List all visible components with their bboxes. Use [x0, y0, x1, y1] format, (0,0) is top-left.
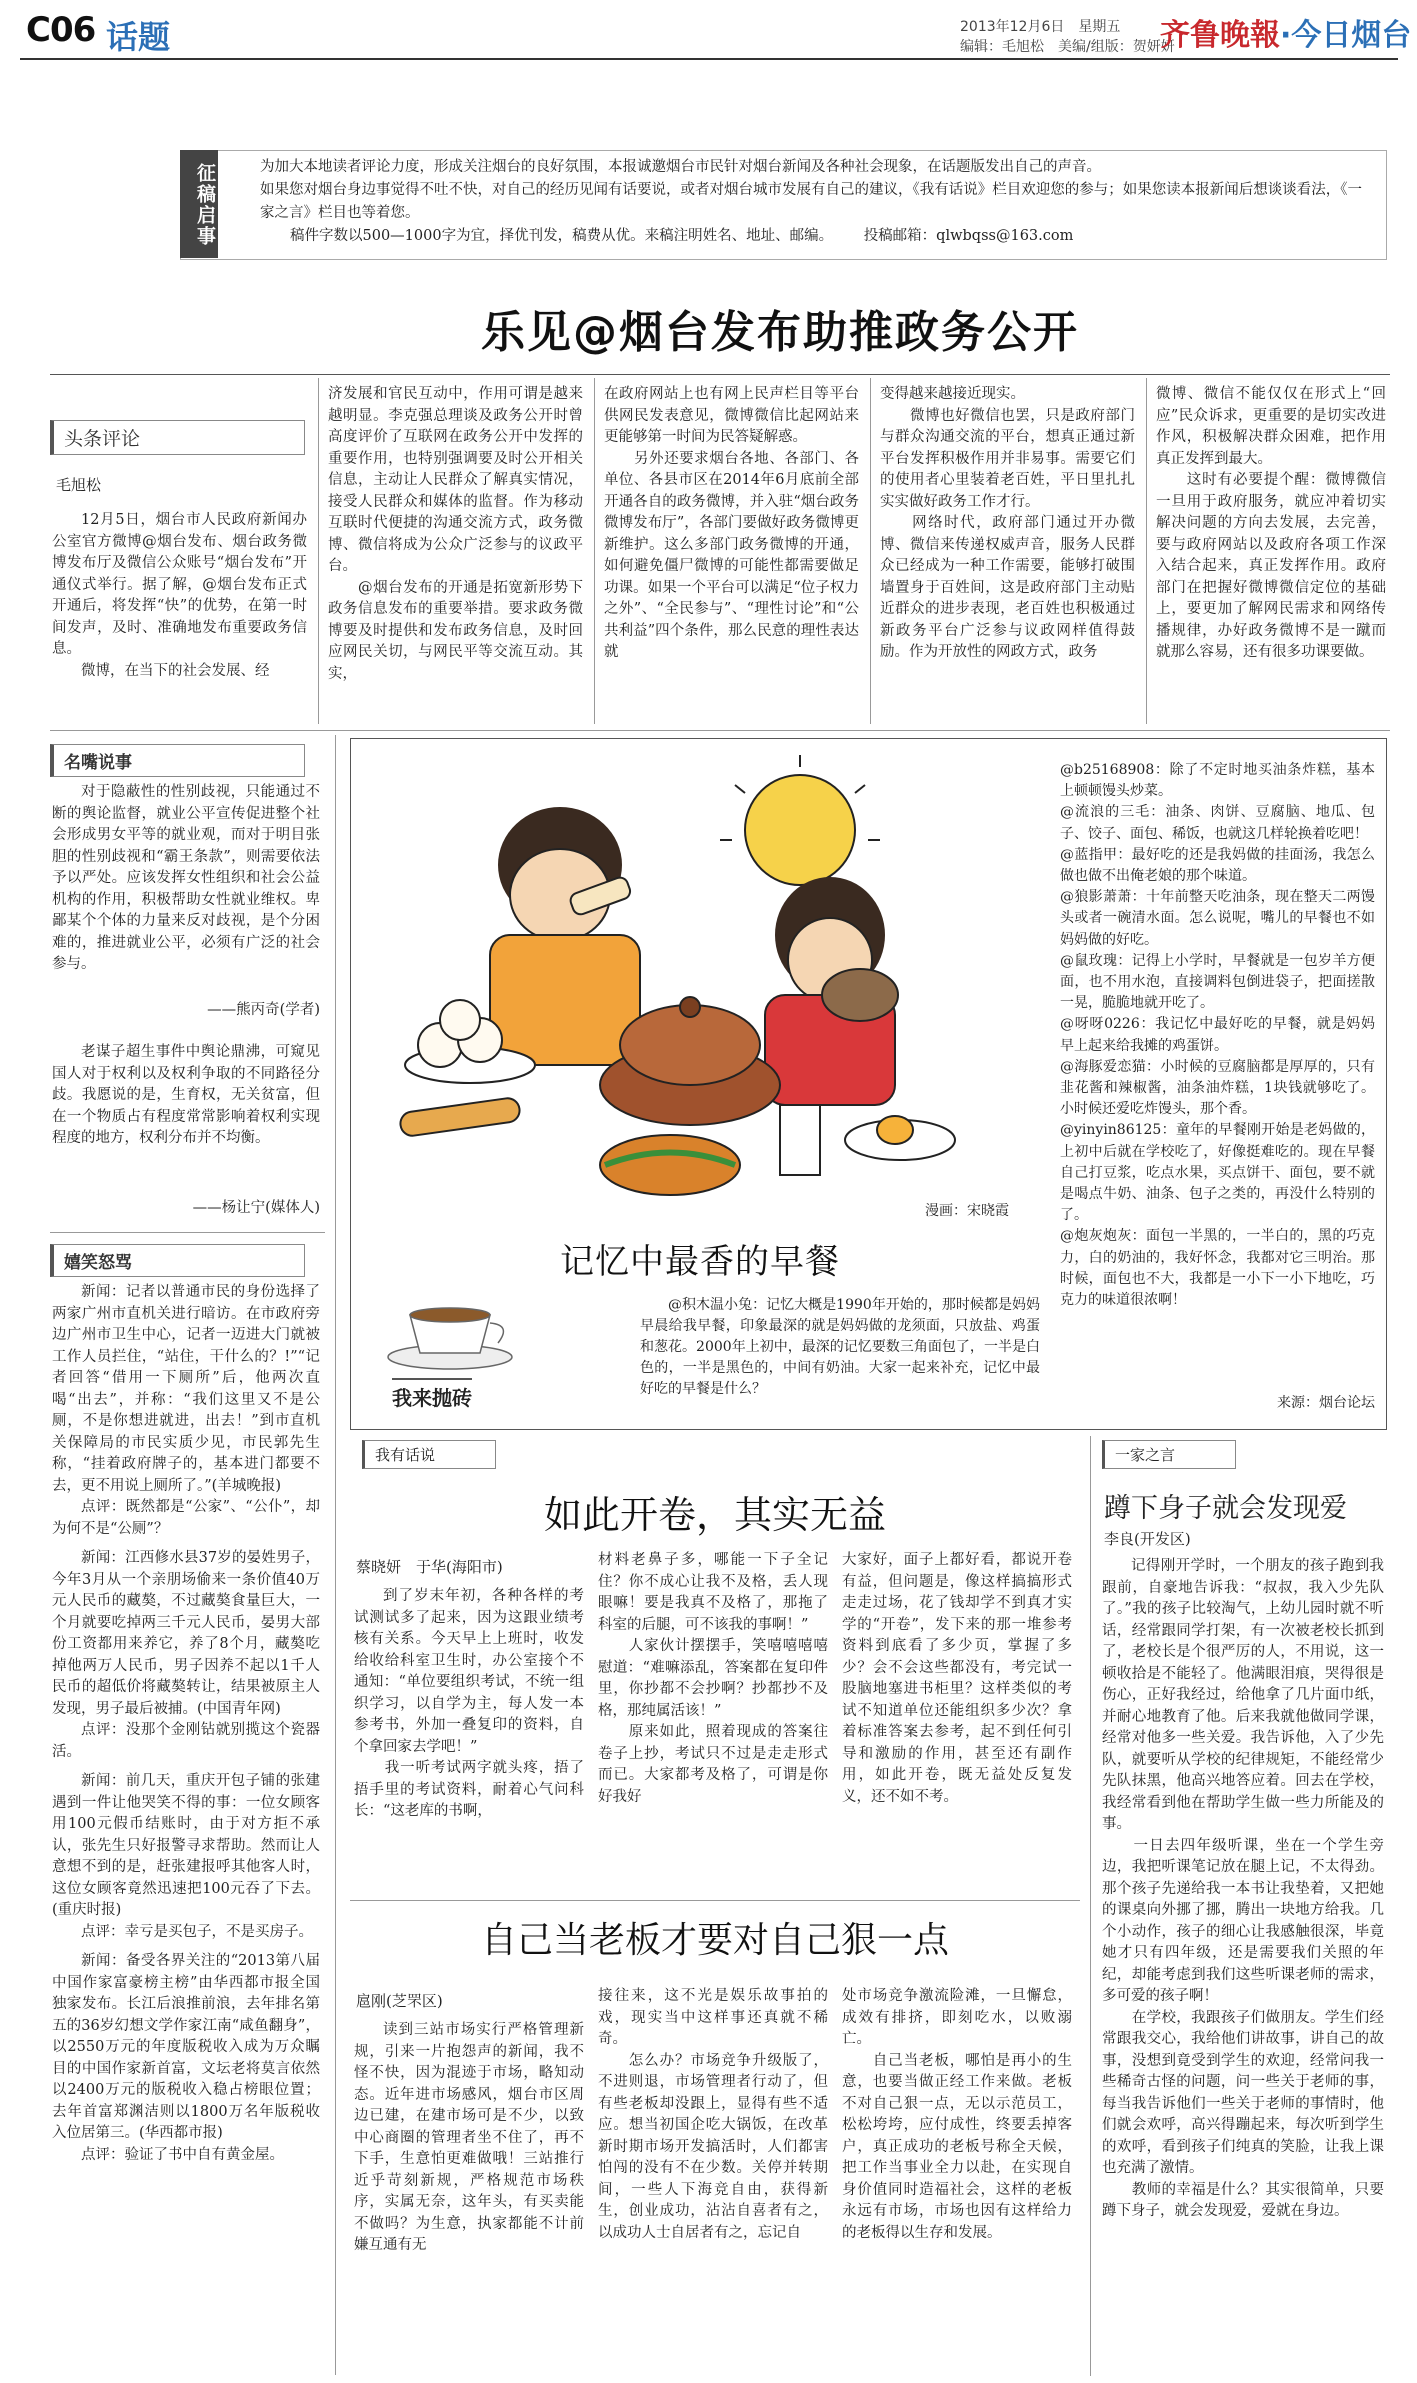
egg-plate: [845, 1116, 955, 1160]
girl: [765, 877, 898, 1105]
mingzui-para-1: 对于隐蔽性的性别歧视，只能通过不断的舆论监督，就业公平宣传促进整个社会形成男女平等的就业观，而对于明目张胆的性别歧视和“霸王条款”，则需要依法予以严处。应该发挥女性组织和社会公益机构的作用，积极帮助女性就业维权。卑鄙某个个体的力量来反对歧视，是个分困难的，推进就业公平，必须有广泛的社会参与。: [52, 784, 320, 972]
notice-text: [232, 156, 1372, 248]
section-rule: [350, 1900, 1080, 1901]
woyou-col-3: 大家好，面子上都好看，都说开卷有益，但问题是，像这样搞搞形式走走过场，花了钱却学不到真才实学的“开卷”，发下来的那一堆参考资料到底看了多少页，掌握了多少？会不会这些都没有，考完试一股脑地塞进书柜里？这样类似的考试不知道单位还能组织多少次？拿着标准答案去参考，起不到任何引导和激励的作用，甚至还有副作用，如此开卷，既无益处反复发义，还不如不考。: [842, 1552, 1072, 1805]
xixiao-comment: 点评：验证了书中自有黄金屋。: [81, 2146, 284, 2163]
main-author: 毛旭松: [56, 476, 102, 494]
xixiao-comment: 点评：幸亏是买包子，不是买房子。: [81, 1923, 313, 1940]
sandwich: [600, 1135, 740, 1195]
xixiao-item: [52, 1282, 320, 1540]
section-rule: [50, 730, 1390, 731]
breakfast-cartoon: [360, 745, 1050, 1230]
laoban-col-3: 处市场竞争激流险滩，一旦懈怠，成效有排挤，即刻吃水，以败溺亡。 自己当老板，哪怕是再小的生意，也要当做正经工作来做。老板不对自己狠一点，无以示范员工，松松垮垮，应付成性，终要丢掉客户，真正成功的老板号称全天候，把工作当事业全力以赴，在实现自身价值同时造福社会，这样的老板永远有市场，市场也因有这样给力的老板得以生存和发展。: [842, 1988, 1072, 2241]
main-col-3: 在政府网站上也有网上民声栏目等平台供网民发表意见，微博微信比起网站来更能够第一时间为民答疑解惑。 另外还要求烟台各地、各部门、各单位、各县市区在2014年6月底前全部开通各自的政务微博，并入驻“烟台政务微博发布厅”，各部门要做好政务微博更新维护。这么多部门政务微博的开通，如何避免僵尸微博的可能性都需要做足功课。如果一个平台可以满足“位子权力之外”、“全民参与”、“理性讨论”和“公共利益”四个条件，那么民意的理性表达就: [604, 386, 859, 660]
main-col-5: 微博、微信不能仅仅在形式上“回应”民众诉求，更重要的是切实改进作风，积极解决群众困难，把作用真正发挥到最大。 这时有必要提个醒：微博微信一旦用于政府服务，就应冲着切实解决问题的方向去发展，去完善，要与政府网站以及政府各项工作深入结合起来，真正发挥作用。政府部门在把握好微博微信定位的基础上，要更加了解网民需求和网络传播规律，办好政务微博不是一蹴而就那么容易，还有很多功课要做。: [1156, 386, 1386, 660]
feature-title: 记忆中最香的早餐: [560, 1242, 840, 1282]
xixiao-item: [52, 1951, 320, 2166]
boy: [490, 807, 640, 1065]
section-label-toutiao: 头条评论: [50, 420, 305, 455]
laoban-author: 扈刚(芝罘区): [356, 1992, 443, 2010]
laoban-col-2: 接往来，这不光是娱乐故事拍的戏，现实当中这样事还真就不稀奇。 怎么办？市场竞争升级版了，不进则退，市场管理者行动了，但有些老板却没跟上，显得有些不适应。想当初国企吃大锅饭，在改革新时期市场开发搞活时，人们都害怕闯的没有不在少数。关停并转期间，一些人下海竞自由，获得新生，创业成功，沾沾自喜者有之，以成功人士自居者有之，忘记自: [598, 1988, 828, 2241]
main-col-1: 12月5日，烟台市人民政府新闻办公室官方微博@烟台发布、烟台政务微博发布厅及微信公众账号“烟台发布”开通仪式举行。据了解，@烟台发布正式开通后，将发挥“快”的优势，在第一时间发声，及时、准确地发布重要政务信息。 微博，在当下的社会发展、经: [52, 512, 307, 679]
xixiao-comment: 点评：没那个金刚钻就别揽这个瓷器活。: [52, 1722, 320, 1760]
woyou-author: 蔡晓妍 于华(海阳市): [356, 1558, 503, 1576]
section-label-xixiao: 嬉笑怒骂: [50, 1244, 305, 1277]
headline-rule: [50, 374, 1390, 375]
feature-source: 来源：烟台论坛: [1277, 1395, 1375, 1411]
laoban-headline: 自己当老板才要对自己狠一点: [480, 1920, 949, 1961]
woyou-col-2: 材料老鼻子多，哪能一下子全记住？你不成心让我不及格，丢人现眼嘛！要是我真不及格了，那拖了科室的后腿，可不该我的事啊！” 人家伙计摆摆手，笑嘻嘻嘻嘻慰道：“难嘛添乱，答案都在复印件里，你抄都不会抄啊？抄都抄不及格，那纯属活该！” 原来如此，照着现成的答案往卷子上抄，考试只不过是走走形式而已。大家都考及格了，可谓是你好我好: [598, 1552, 828, 1805]
cartoon-caption: 漫画：宋晓霞: [925, 1203, 1009, 1219]
feature-replies: @b25168908：除了不定时地买油条炸糕，基本上顿顿馒头炒菜。 @流浪的三毛：油条、肉饼、豆腐脑、地瓜、包子、饺子、面包、稀饭，也就这几样轮换着吃吧！ @蓝指甲：最好吃的还是我妈做的挂面汤，我怎么做也做不出俺老娘的那个味道。 @狼影萧萧：十年前整天吃油条，现在整天二两馒头或者一碗清水面。怎么说呢，嘴儿的早餐也不如妈妈做的好吃。 @鼠玫瑰：记得上小学时，早餐就是一包岁羊方便面，也不用水泡，直接调料包倒进袋子，把面搓散一晃，脆脆地就开吃了。 @呀呀0226：我记忆中最好吃的早餐，就是妈妈早上起来给我摊的鸡蛋饼。 @海豚爱恋猫：小时候的豆腐脑都是厚厚的，只有韭花酱和辣椒酱，油条油炸糕，1块钱就够吃了。小时候还爱吃炸馒头，那个香。 @yinyin86125：童年的早餐刚开始是老妈做的，上初中后就在学校吃了，好像挺难吃的。现在早餐自己打豆浆，吃点水果，买点饼干、面包，要不就是喝点牛奶、油条、包子之类的，再没什么特别的了。 @炮灰炮灰：面包一半黑的，一半白的，黑的巧克力，白的奶油的，我好怀念，我都对它三明治。那时候，面包也不大，我都是一小下一小下地吃，巧克力的味道很浓啊！: [1060, 762, 1375, 1309]
woyou-headline: 如此开卷，其实无益: [543, 1493, 886, 1537]
section-label-mingzui: 名嘴说事: [50, 744, 305, 777]
coffee-cup-icon: [380, 1285, 530, 1375]
edition-name: ·今日烟台: [1280, 18, 1412, 53]
xixiao-news: 新闻：备受各界关注的“2013第八届中国作家富豪榜主榜”由华西都市报全国独家发布。长江后浪推前浪，去年排名第五的36岁幻想文学作家江南“咸鱼翻身”，以2550万元的年度版税收入成为万众瞩目的中国作家新首富，文坛老将莫言依然以2400万元的版税收入稳占榜眼位置；去年首富郑渊洁则以1800万名年版税收入位居第三。(华西都市报): [52, 1953, 320, 2141]
issue-date: 2013年12月6日 星期五: [960, 19, 1121, 35]
left-column-divider: [335, 735, 336, 2375]
yijia-author: 李良(开发区): [1104, 1530, 1191, 1548]
xixiao-news: 新闻：江西修水县37岁的晏姓男子，今年3月从一个亲朋场偷来一条价值40万元人民币的藏獒，不过藏獒食量巨大，一个月就要吃掉两三千元人民币，晏男大部份工资都用来养它，养了8个月，藏獒吃掉他两万人民币，男子因养不起以1千人民币的超低价将藏獒转让，结果被原主人发现，男子最后被捕。(中国青年网): [52, 1550, 320, 1717]
fried-dough: [399, 1097, 521, 1137]
notice-line-3: 稿件字数以500—1000字为宜，择优刊发，稿费从优。来稿注明姓名、地址、邮编。: [290, 228, 834, 244]
section-name: 话题: [106, 18, 171, 56]
section-rule: [50, 1232, 325, 1233]
main-col-4: 变得越来越接近现实。 微博也好微信也罢，只是政府部门与群众沟通交流的平台，想真正通过新平台发挥积极作用并非易事。需要它们的使用者心里装着老百姓，平日里扎扎实实做好政务工作才行。 网络时代，政府部门通过开办微博、微信来传递权威声音，服务人民群众已经成为一种工作需要，能够打破围墙置身于百姓间，这是政府部门主动贴近群众的进步表现，老百姓也积极通过新政务平台广泛参与议政网样值得鼓励。作为开放性的网政方式，政务: [880, 386, 1135, 660]
section-label-woyou: 我有话说: [362, 1440, 496, 1469]
xixiao-item: [52, 1548, 320, 1763]
yijia-divider: [1090, 1436, 1091, 2376]
yijia-headline: 蹲下身子就会发现爱: [1104, 1493, 1347, 1524]
mingzui-signature-2: ——杨让宁(媒体人): [192, 1200, 320, 1216]
mingzui-para-2: 老谋子超生事件中舆论鼎沸，可窥见国人对于权利以及权利争取的不同路径分歧。我愿说的是，生育权，无关贫富，但在一个物质占有程度常常影响着权利实现程度的地方，权利分布并不均衡。: [52, 1044, 320, 1146]
paper-logo: [1160, 10, 1411, 54]
xixiao-news: 新闻：记者以普通市民的身份选择了两家广州市直机关进行暗访。在市政府旁边广州市卫生中心，记者一迈进大门就被工作人员拦住，“站住，干什么的？!”“记者回答“借用一下厕所”后，他两次直喝“出去”，并称：“我们这里又不是公厕，不是你想进就进，出去！”到市直机关保障局的市民实质少见，市民郭先生称，“挂着政府牌子的，基本进门都要不去，更不用说上厕所了。”(羊城晚报): [52, 1284, 320, 1494]
milk-glass: [780, 1105, 820, 1175]
xixiao-news: 新闻：前几天，重庆开包子铺的张建遇到一件让他哭笑不得的事：一位女顾客用100元假币结账时，由于对方拒不承认，张先生只好报警寻求帮助。然而让人意想不到的是，赶张建报呼其他客人时，这位女顾客竟然迅速把100元吞了下去。(重庆时报): [52, 1773, 320, 1918]
editors-credit: 编辑：毛旭松 美编/组版：贺妍妍: [960, 39, 1175, 55]
xixiao-comment: 点评：既然都是“公家”、“公仆”，却为何不是“公厕”？: [52, 1499, 320, 1537]
mingzui-signature-1: ——熊丙奇(学者): [207, 1002, 320, 1018]
masthead-rule: [20, 58, 1398, 60]
main-col-2: 济发展和官民互动中，作用可谓是越来越明显。李克强总理谈及政务公开时曾高度评价了互联网在政务公开中发挥的重要作用，也特别强调要及时公开相关信息，主动让人民群众了解真实情况，接受人民群众和媒体的监督。作为移动互联时代便捷的沟通交流方式，政务微博、微信将成为公众广泛参与的议政平台。 @烟台发布的开通是拓宽新形势下政务信息发布的重要举措。要求政务微博要及时提供和发布政务信息，及时回应网民关切，与网民平等交流互动。其实，: [328, 386, 583, 682]
col-divider: [1146, 378, 1147, 724]
main-headline: 乐见@烟台发布助推政务公开: [481, 307, 1079, 358]
col-divider: [870, 378, 871, 724]
sun: [720, 755, 880, 885]
notice-line-2: 如果您对烟台身边事觉得不吐不快，对自己的经历见闻有话要说，或者对烟台城市发展有自己的建议，《我有话说》栏目欢迎您的参与；如果您读本报新闻后想谈谈看法，《一家之言》栏目也等着您。: [260, 182, 1362, 221]
section-label-yijia: 一家之言: [1102, 1440, 1236, 1469]
xixiao-item: [52, 1771, 320, 1943]
page-code: C06: [26, 10, 96, 50]
yijia-text: 记得刚开学时，一个朋友的孩子跑到我跟前，自豪地告诉我：“叔叔，我入少先队了。”我的孩子比较淘气，上幼儿园时就不听话，经常跟同学打架，有一次被老校长抓到了，老校长是个很严厉的人，不用说，这一顿收拾是不能轻了。他满眼泪痕，哭得很是伤心，正好我经过，给他拿了几片面巾纸，并耐心地教育了他。后来我就他做同学课，经常对他多一些关爱。我告诉他，入了少先队，就要听从学校的纪律规矩，不能经常少先队抹黑，他高兴地答应着。回去在学校，我经常看到他在帮助学生做一些力所能及的事。 一日去四年级听课，坐在一个学生旁边，我把听课笔记放在腿上记，不太得劲。那个孩子先递给我一本书让我垫着，又把她的课桌向外挪了挪，腾出一块地方给我。几个小动作，孩子的细心让我感触很深，毕竟她才只有四年级，还是需要我们关照的年纪，却能考虑到我们这些听课老师的需求，多可爱的孩子啊！ 在学校，我跟孩子们做朋友。学生们经常跟我交心，我给他们讲故事，讲自己的故事，没想到竟受到学生的欢迎，经常问我一些稀奇古怪的问题，问一些关于老师的事，每当我告诉他们一些关于老师的事情时，他们就会欢呼，高兴得蹦起来，每次听到学生的欢呼，看到孩子们纯真的笑脸，让我上课也充满了激情。 教师的幸福是什么？其实很简单，只要蹲下身子，就会发现爱，爱就在身边。: [1102, 1558, 1384, 2219]
paper-name: 齐鲁晚報: [1160, 18, 1280, 53]
col-divider: [318, 378, 319, 724]
feature-lead: @积木温小兔：记忆大概是1990年开始的，那时候都是妈妈早晨给我早餐，印象最深的就是妈妈做的龙须面，只放盐、鸡蛋和葱花。2000年上初中，最深的记忆要数三角面包了，一半是白色的，一半是黑色的，中间有奶油。大家一起来补充，记忆中最好吃的早餐是什么？: [640, 1297, 1040, 1397]
xixiao-list: [52, 1282, 320, 2372]
notice-email[interactable]: 投稿邮箱：qlwbqss@163.com: [863, 228, 1074, 244]
woyou-col-1: 到了岁末年初，各种各样的考试测试多了起来，因为这跟业绩考核有关系。今天早上上班时，收发给收给科室卫生时，办公室接个不通知：“单位要组织考试，不统一组织学习，以自学为主，每人发一本参考书，外加一叠复印的资料，自个拿回家去学吧！” 我一听考试两字就头疼，捂了捂手里的考试资料，耐着心气问科长：“这老库的书啊，: [354, 1588, 584, 1819]
notice-tag: 征稿启事: [180, 150, 218, 258]
col-divider: [594, 378, 595, 724]
feature-badge: 我来抛砖: [392, 1378, 472, 1411]
notice-line-1: 为加大本地读者评论力度，形成关注烟台的良好氛围，本报诚邀烟台市民针对烟台新闻及各种社会现象，在话题版发出自己的声音。: [260, 159, 1101, 175]
laoban-col-1: 读到三站市场实行严格管理新规，引来一片抱怨声的新闻，我不怪不快，因为混迹于市场，略知动态。近年进市场感风，烟台市区周边已建，在建市场可是不少，以致中心商圈的管理者坐不住了，再不下手，生意怕更难做哦！三站推行近乎苛刻新规，严格规范市场秩序，实属无奈，这年头，有买卖能不做吗？为生意，执家都能不计前嫌互通有无: [354, 2022, 584, 2253]
